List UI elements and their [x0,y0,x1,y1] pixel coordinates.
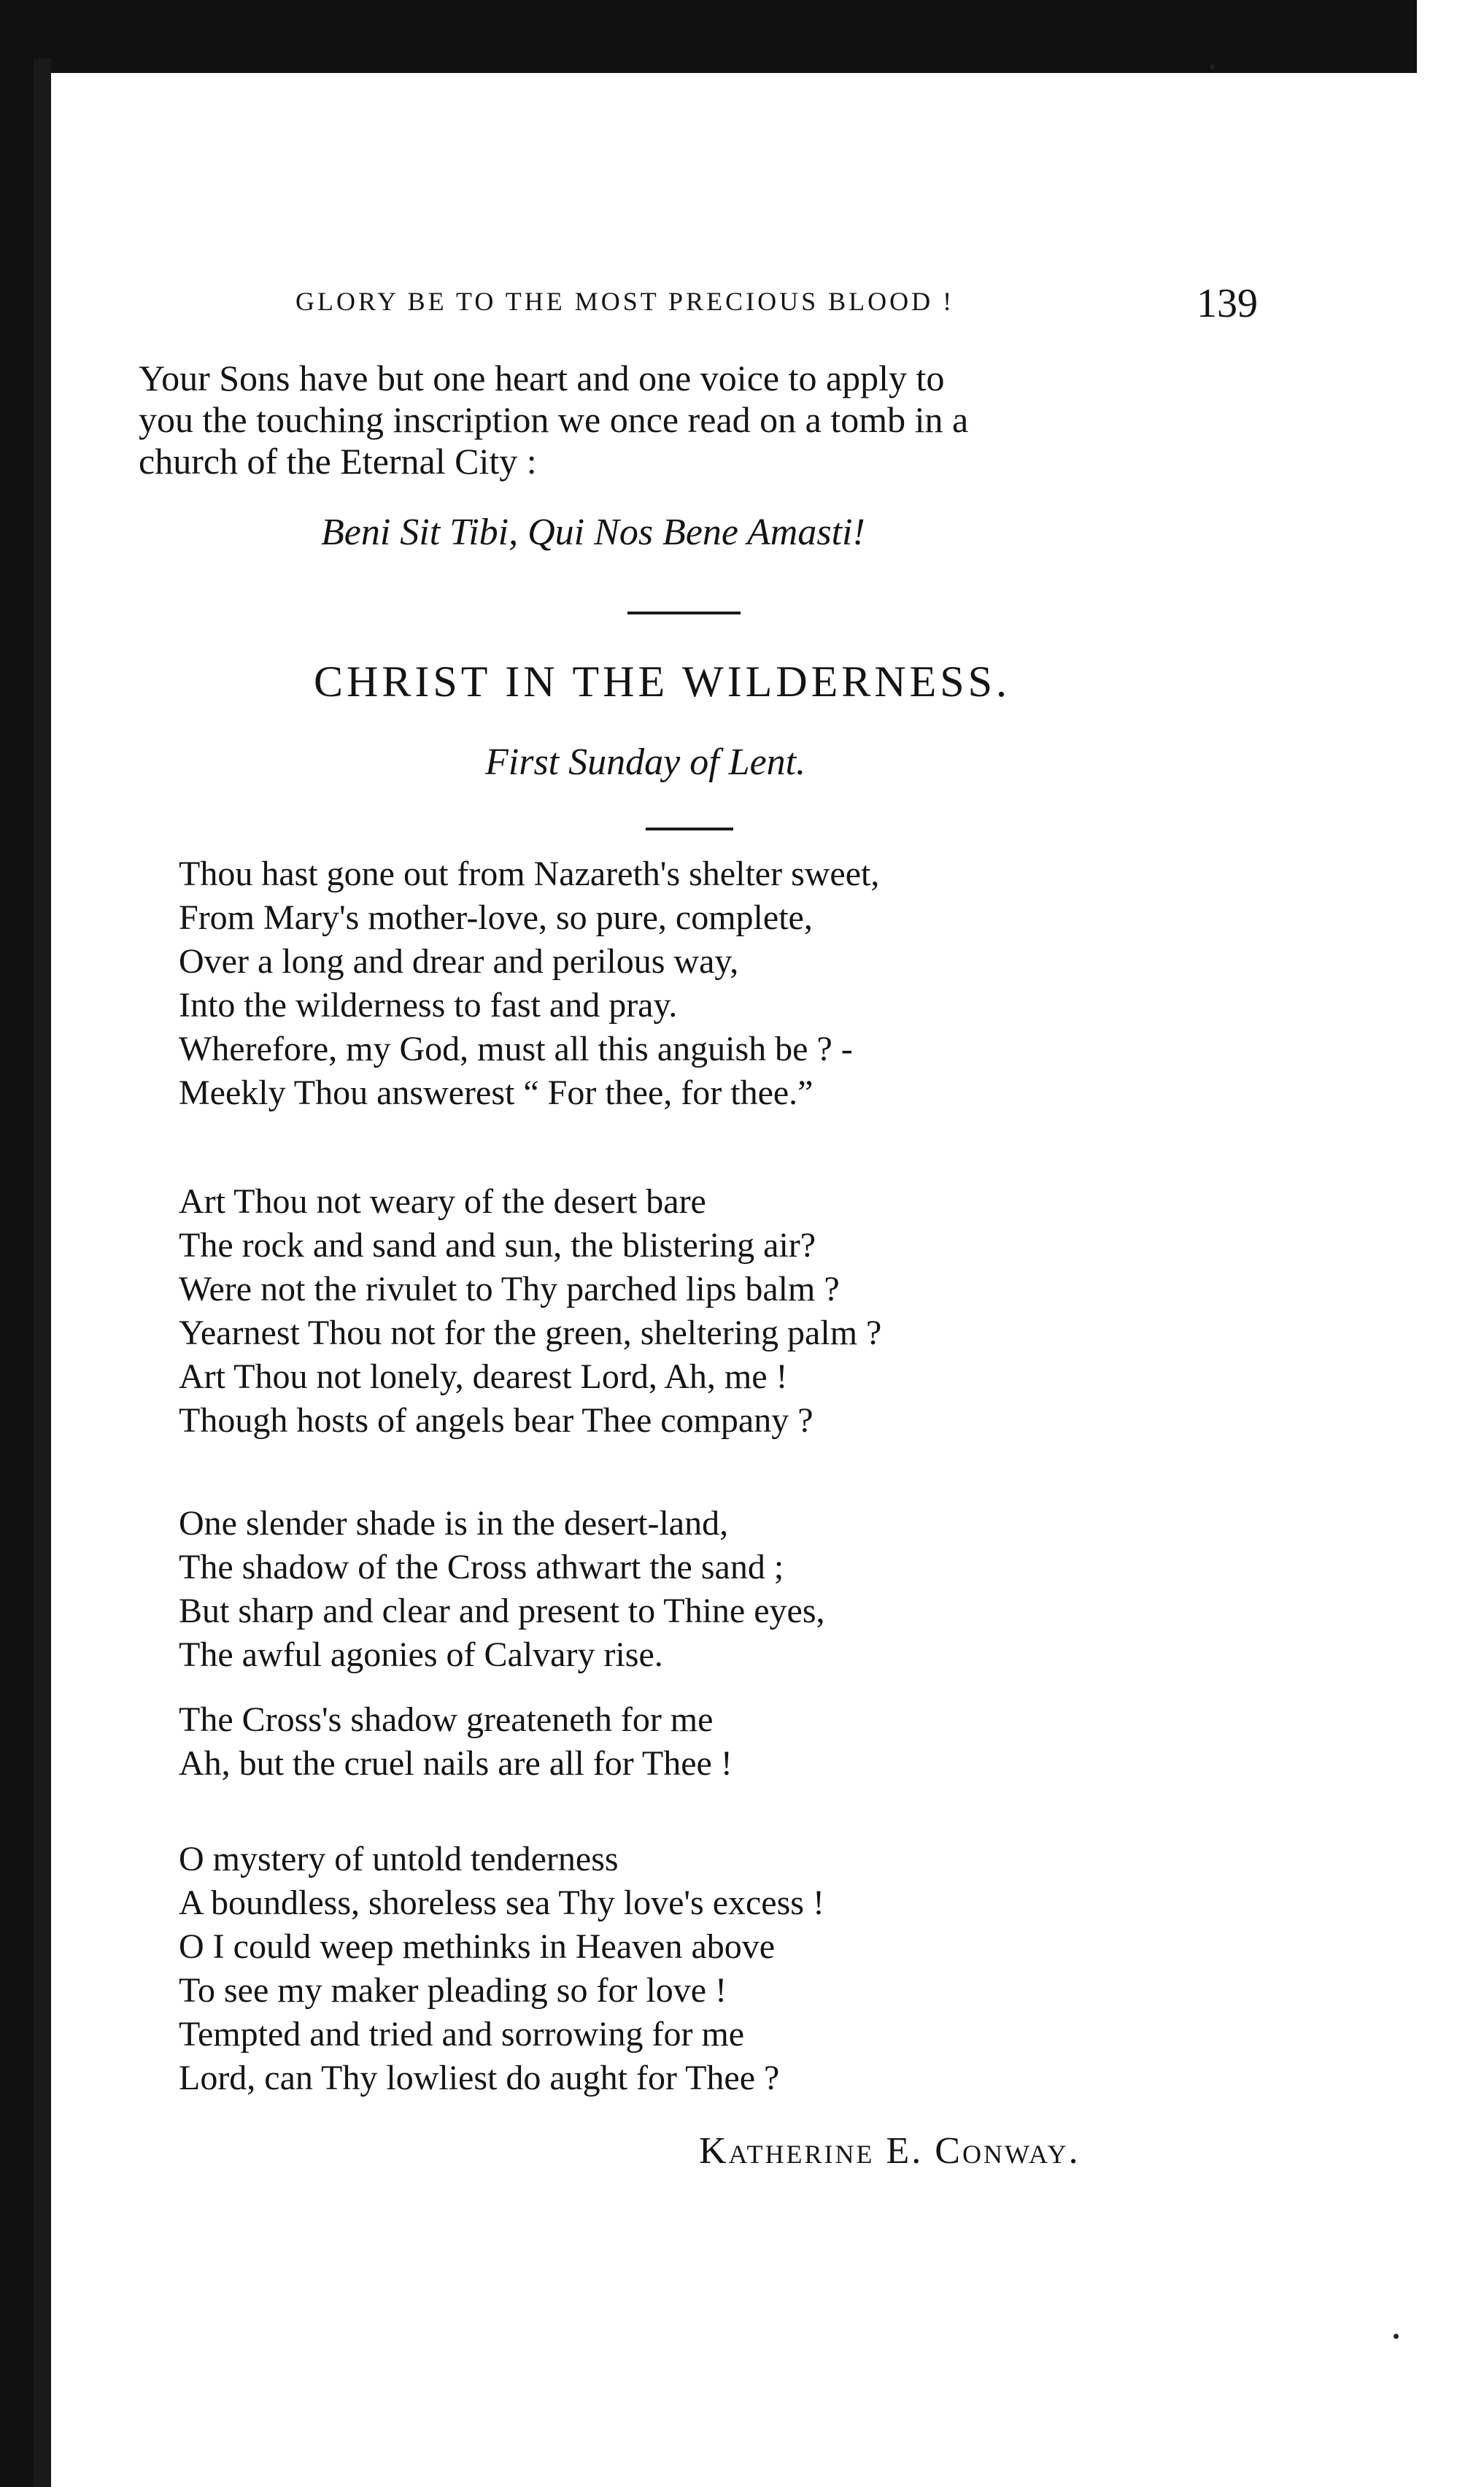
poem-line: From Mary's mother-love, so pure, complete, [179,898,813,937]
poem-line: Over a long and drear and perilous way, [179,942,739,981]
scan-top-border [0,0,1417,60]
poem-stanza [179,1698,733,1786]
poem-stanza [179,1180,881,1443]
poem-line: One slender shade is in the desert-land, [179,1504,729,1543]
prose-line: Your Sons have but one heart and one voice to apply to [139,358,945,398]
poem-subtitle: First Sunday of Lent. [485,741,806,783]
poem-stanza [179,852,879,1115]
poem-line: But sharp and clear and present to Thine eyes, [179,1592,825,1630]
poem-line: Art Thou not weary of the desert bare [179,1182,706,1221]
poem-line: The rock and sand and sun, the blistering air? [179,1226,816,1265]
section-divider [627,612,741,614]
poem-line: Ah, but the cruel nails are all for Thee ! [179,1744,733,1783]
poem-author: Katherine E. Conway. [699,2130,1081,2172]
scan-speck [1210,64,1215,69]
poem-line: Into the wilderness to fast and pray. [179,986,678,1025]
poem-line: Meekly Thou answerest “ For thee, for thee.” [179,1073,814,1112]
latin-dedication: Beni Sit Tibi, Qui Nos Bene Amasti! [321,512,865,553]
scan-left-border-edge [34,58,51,2487]
page-number: 139 [1197,281,1258,326]
poem-stanza [179,1502,825,1677]
poem-line: O mystery of untold tenderness [179,1840,619,1878]
poem-line: Lord, can Thy lowliest do aught for Thee ? [179,2059,780,2097]
poem-line: Tempted and tried and sorrowing for me [179,2015,745,2054]
poem-line: Art Thou not lonely, dearest Lord, Ah, me ! [179,1357,788,1396]
poem-stanza [179,1838,824,2100]
poem-line: O I could weep methinks in Heaven above [179,1927,776,1966]
poem-line: The Cross's shadow greateneth for me [179,1700,714,1739]
scan-left-border [0,0,34,2487]
running-head: GLORY BE TO THE MOST PRECIOUS BLOOD ! [295,287,955,316]
poem-title: CHRIST IN THE WILDERNESS. [314,658,1011,706]
poem-line: Thou hast gone out from Nazareth's shelter sweet, [179,855,880,893]
prose-line: church of the Eternal City : [139,441,537,482]
poem-line: The awful agonies of Calvary rise. [179,1635,663,1674]
poem-line: Though hosts of angels bear Thee company ? [179,1401,814,1440]
poem-line: The shadow of the Cross athwart the sand ; [179,1548,784,1586]
prose-line: you the touching inscription we once read on a tomb in a [139,399,969,440]
poem-line: To see my maker pleading so for love ! [179,1971,727,2010]
poem-line: A boundless, shoreless sea Thy love's excess ! [179,1883,824,1922]
poem-line: Yearnest Thou not for the green, sheltering palm ? [179,1314,882,1352]
prose-paragraph [139,358,1277,482]
title-divider [646,828,733,830]
poem-line: Were not the rivulet to Thy parched lips balm ? [179,1270,840,1308]
scan-speck [1394,2334,1399,2339]
poem-line: Wherefore, my God, must all this anguish be ? - [179,1030,853,1068]
